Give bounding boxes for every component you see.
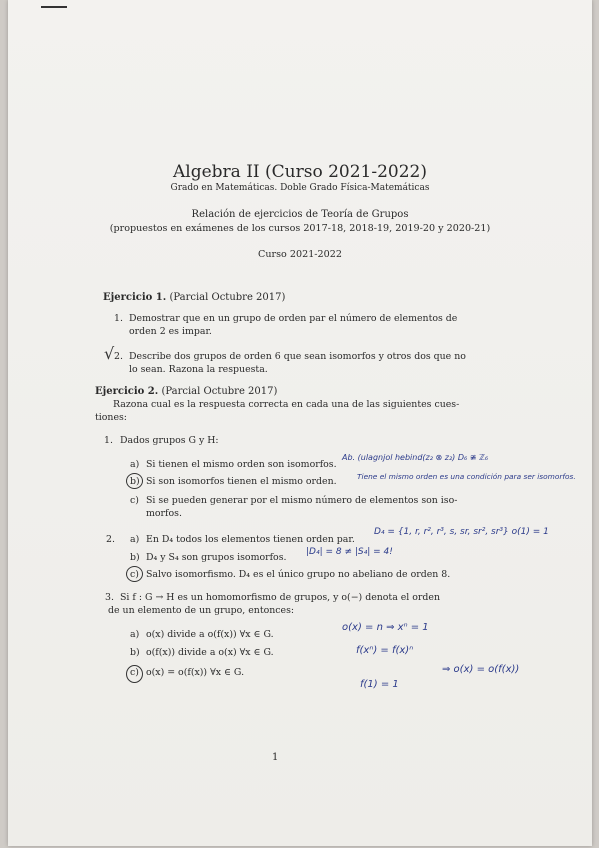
ex1-item-1-number: 1. <box>114 313 123 324</box>
q1-b-label: b) <box>130 476 140 487</box>
q3-a-label: a) <box>130 629 140 640</box>
q2-number: 2. <box>106 534 115 545</box>
ex1-item-2-number: 2. <box>114 351 123 362</box>
page-title: Algebra II (Curso 2021-2022) <box>172 162 428 182</box>
corner-mark <box>41 6 67 8</box>
q3-b-label: b) <box>130 647 140 658</box>
q1-a-text: Si tienen el mismo orden son isomorfos. <box>146 459 337 470</box>
page-number: 1 <box>272 752 279 763</box>
relation-title: Relación de ejercicios de Teoría de Grupos <box>191 209 409 220</box>
q1-number: 1. <box>104 435 113 446</box>
q3-c-text: o(x) = o(f(x)) ∀x ∈ G. <box>146 667 245 678</box>
q2-b-label: b) <box>130 552 140 563</box>
exercise-2-heading: Ejercicio 2. (Parcial Octubre 2017) <box>95 386 278 397</box>
handwritten-note-4: |D₄| = 8 ≠ |S₄| = 4! <box>306 547 393 557</box>
q1-text: Dados grupos G y H: <box>120 435 219 446</box>
handwritten-note-1: Ab. (ulagnjol hebind(z₂ ⊗ z₂) D₆ ≇ ℤ₆ <box>342 453 489 462</box>
ex1-item-1-text: Demostrar que en un grupo de orden par el número de elementos de orden 2 es impar. <box>129 313 458 337</box>
check-mark: √ <box>104 344 115 363</box>
q1-b-text: Si son isomorfos tienen el mismo orden. <box>146 476 337 487</box>
q2-c-label: c) <box>130 569 139 580</box>
q3-c-label: c) <box>130 667 139 678</box>
exercise-1-heading: Ejercicio 1. (Parcial Octubre 2017) <box>103 292 286 303</box>
handwritten-note-7: f(1) = 1 <box>360 679 399 690</box>
ex1-item-2-text: Describe dos grupos de orden 6 que sean isomorfos y otros dos que no lo sean. Razona la respuesta. <box>129 351 466 375</box>
ex2-intro: Razona cual es la respuesta correcta en cada una de las siguientes cues- tiones: <box>95 399 460 423</box>
course-line: Curso 2021-2022 <box>258 249 342 260</box>
handwritten-note-2: Tiene el mismo orden es una condición para ser isomorfos. <box>357 472 576 481</box>
handwritten-note-6: f(xⁿ) = f(x)ⁿ <box>356 645 414 656</box>
q1-c-text: Si se pueden generar por el mismo número de elementos son iso- morfos. <box>146 495 458 519</box>
q2-a-label: a) <box>130 534 140 545</box>
proposed-line: (propuestos en exámenes de los cursos 2017-18, 2018-19, 2019-20 y 2020-21) <box>109 223 491 234</box>
q2-a-text: En D₄ todos los elementos tienen orden par. <box>146 534 355 545</box>
q1-a-label: a) <box>130 459 140 470</box>
handwritten-note-8: ⇒ o(x) = o(f(x)) <box>442 664 520 675</box>
q1-c-label: c) <box>130 495 139 506</box>
q3-b-text: o(f(x)) divide a o(x) ∀x ∈ G. <box>146 647 274 658</box>
q3-a-text: o(x) divide a o(f(x)) ∀x ∈ G. <box>146 629 274 640</box>
handwritten-note-5: o(x) = n ⇒ xⁿ = 1 <box>342 622 429 633</box>
q2-c-text: Salvo isomorfismo. D₄ es el único grupo no abeliano de orden 8. <box>146 569 451 580</box>
q3-text: Si f : G → H es un homomorfismo de grupos, y o(−) denota el orden de un elemento de un grupo, entonces: <box>108 592 440 616</box>
q3-number: 3. <box>105 592 114 603</box>
exam-page <box>8 0 592 846</box>
degree-line: Grado en Matemáticas. Doble Grado Física-Matemáticas <box>170 183 430 193</box>
q2-b-text: D₄ y S₄ son grupos isomorfos. <box>146 552 287 563</box>
handwritten-note-3: D₄ = {1, r, r², r³, s, sr, sr², sr³} o(1) = 1 <box>374 527 549 537</box>
